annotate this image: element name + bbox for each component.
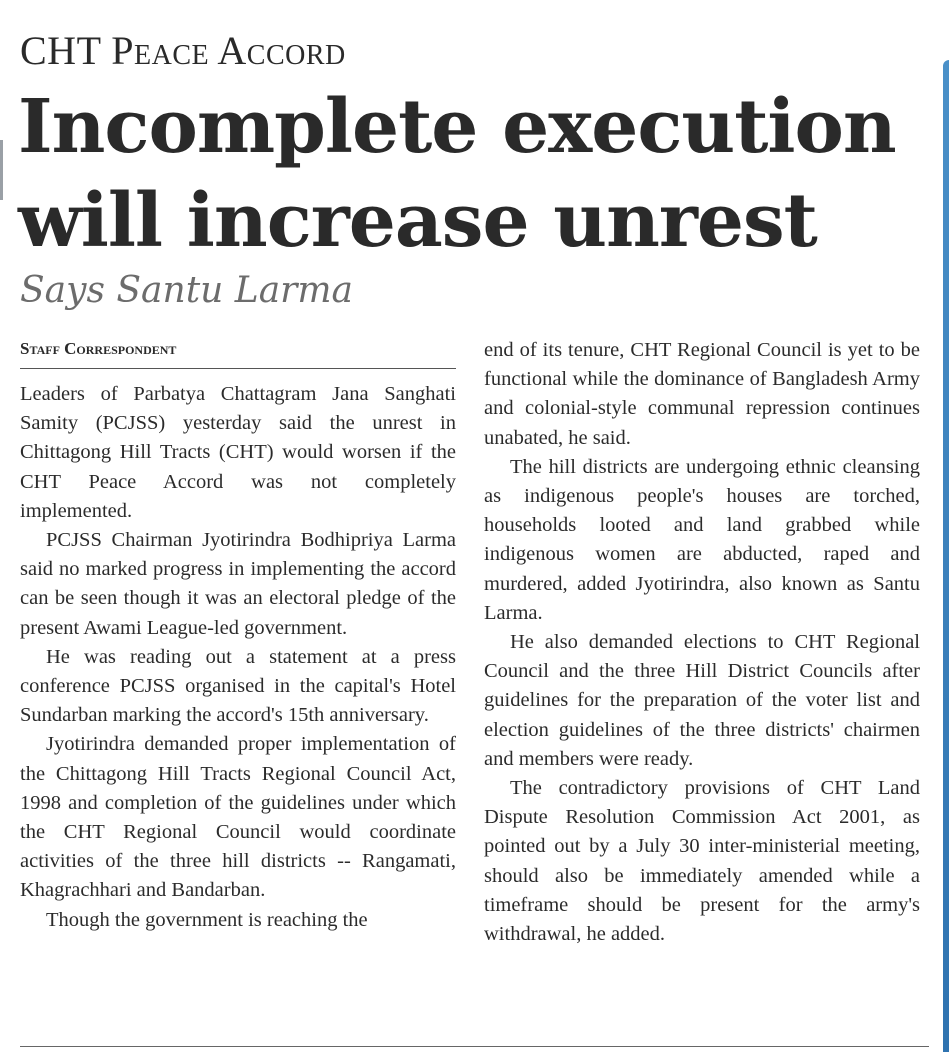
paragraph: The contradictory provisions of CHT Land Dispute Resolution Commission Act 2001, as pointed out by a July 30 inter-ministerial meeting, should also be immediately amended while a timeframe should be present for the army's withdrawal, he added.: [484, 777, 920, 946]
paragraph: Jyotirindra demanded proper implementation of the Chittagong Hill Tracts Regional Council Act, 1998 and completion of the guidelines under which the CHT Regional Council would coordinate activities of the three hill districts -- Rangamati, Khagrachhari and Bandarban.: [20, 733, 456, 902]
paragraph: Though the government is reaching the: [46, 908, 368, 931]
bottom-rule: [20, 1046, 929, 1047]
paragraph: The hill districts are undergoing ethnic cleansing as indigenous people's houses are torched, households looted and land grabbed while indigenous women are abducted, raped and murdered, added Jyotirindra, also known as Santu Larma.: [484, 455, 920, 624]
article-column-left: [20, 380, 456, 935]
kicker-abbrev: CHT: [20, 28, 101, 73]
byline: Staff Correspondent: [20, 338, 456, 369]
side-accent-bar: [943, 60, 949, 1052]
kicker-topic: Peace Accord: [111, 28, 346, 73]
paragraph: end of its tenure, CHT Regional Council is yet to be functional while the dominance of Bangladesh Army and colonial-style communal repression continues unabated, he said.: [484, 339, 920, 449]
article-column-right: [484, 336, 920, 949]
paragraph: He also demanded elections to CHT Regional Council and the three Hill District Councils after guidelines for the preparation of the voter list and election guidelines of the three districts' chairmen and members were ready.: [484, 631, 920, 770]
headline-line-2: will increase unrest: [18, 178, 817, 264]
paragraph: Leaders of Parbatya Chattagram Jana Sanghati Samity (PCJSS) yesterday said the unrest in Chittagong Hill Tracts (CHT) would worsen if the CHT Peace Accord was not completely implemented.: [20, 383, 456, 522]
page-edge-mark: [0, 140, 3, 200]
subheadline: Says Santu Larma: [20, 270, 353, 311]
section-kicker: [20, 28, 346, 74]
paragraph: He was reading out a statement at a press conference PCJSS organised in the capital's Hotel Sundarban marking the accord's 15th anniversary.: [20, 645, 456, 727]
paragraph: PCJSS Chairman Jyotirindra Bodhipriya Larma said no marked progress in implementing the accord can be seen though it was an electoral pledge of the present Awami League-led government.: [20, 529, 456, 639]
headline-line-1: Incomplete execution: [18, 84, 896, 170]
headline: [18, 80, 938, 268]
